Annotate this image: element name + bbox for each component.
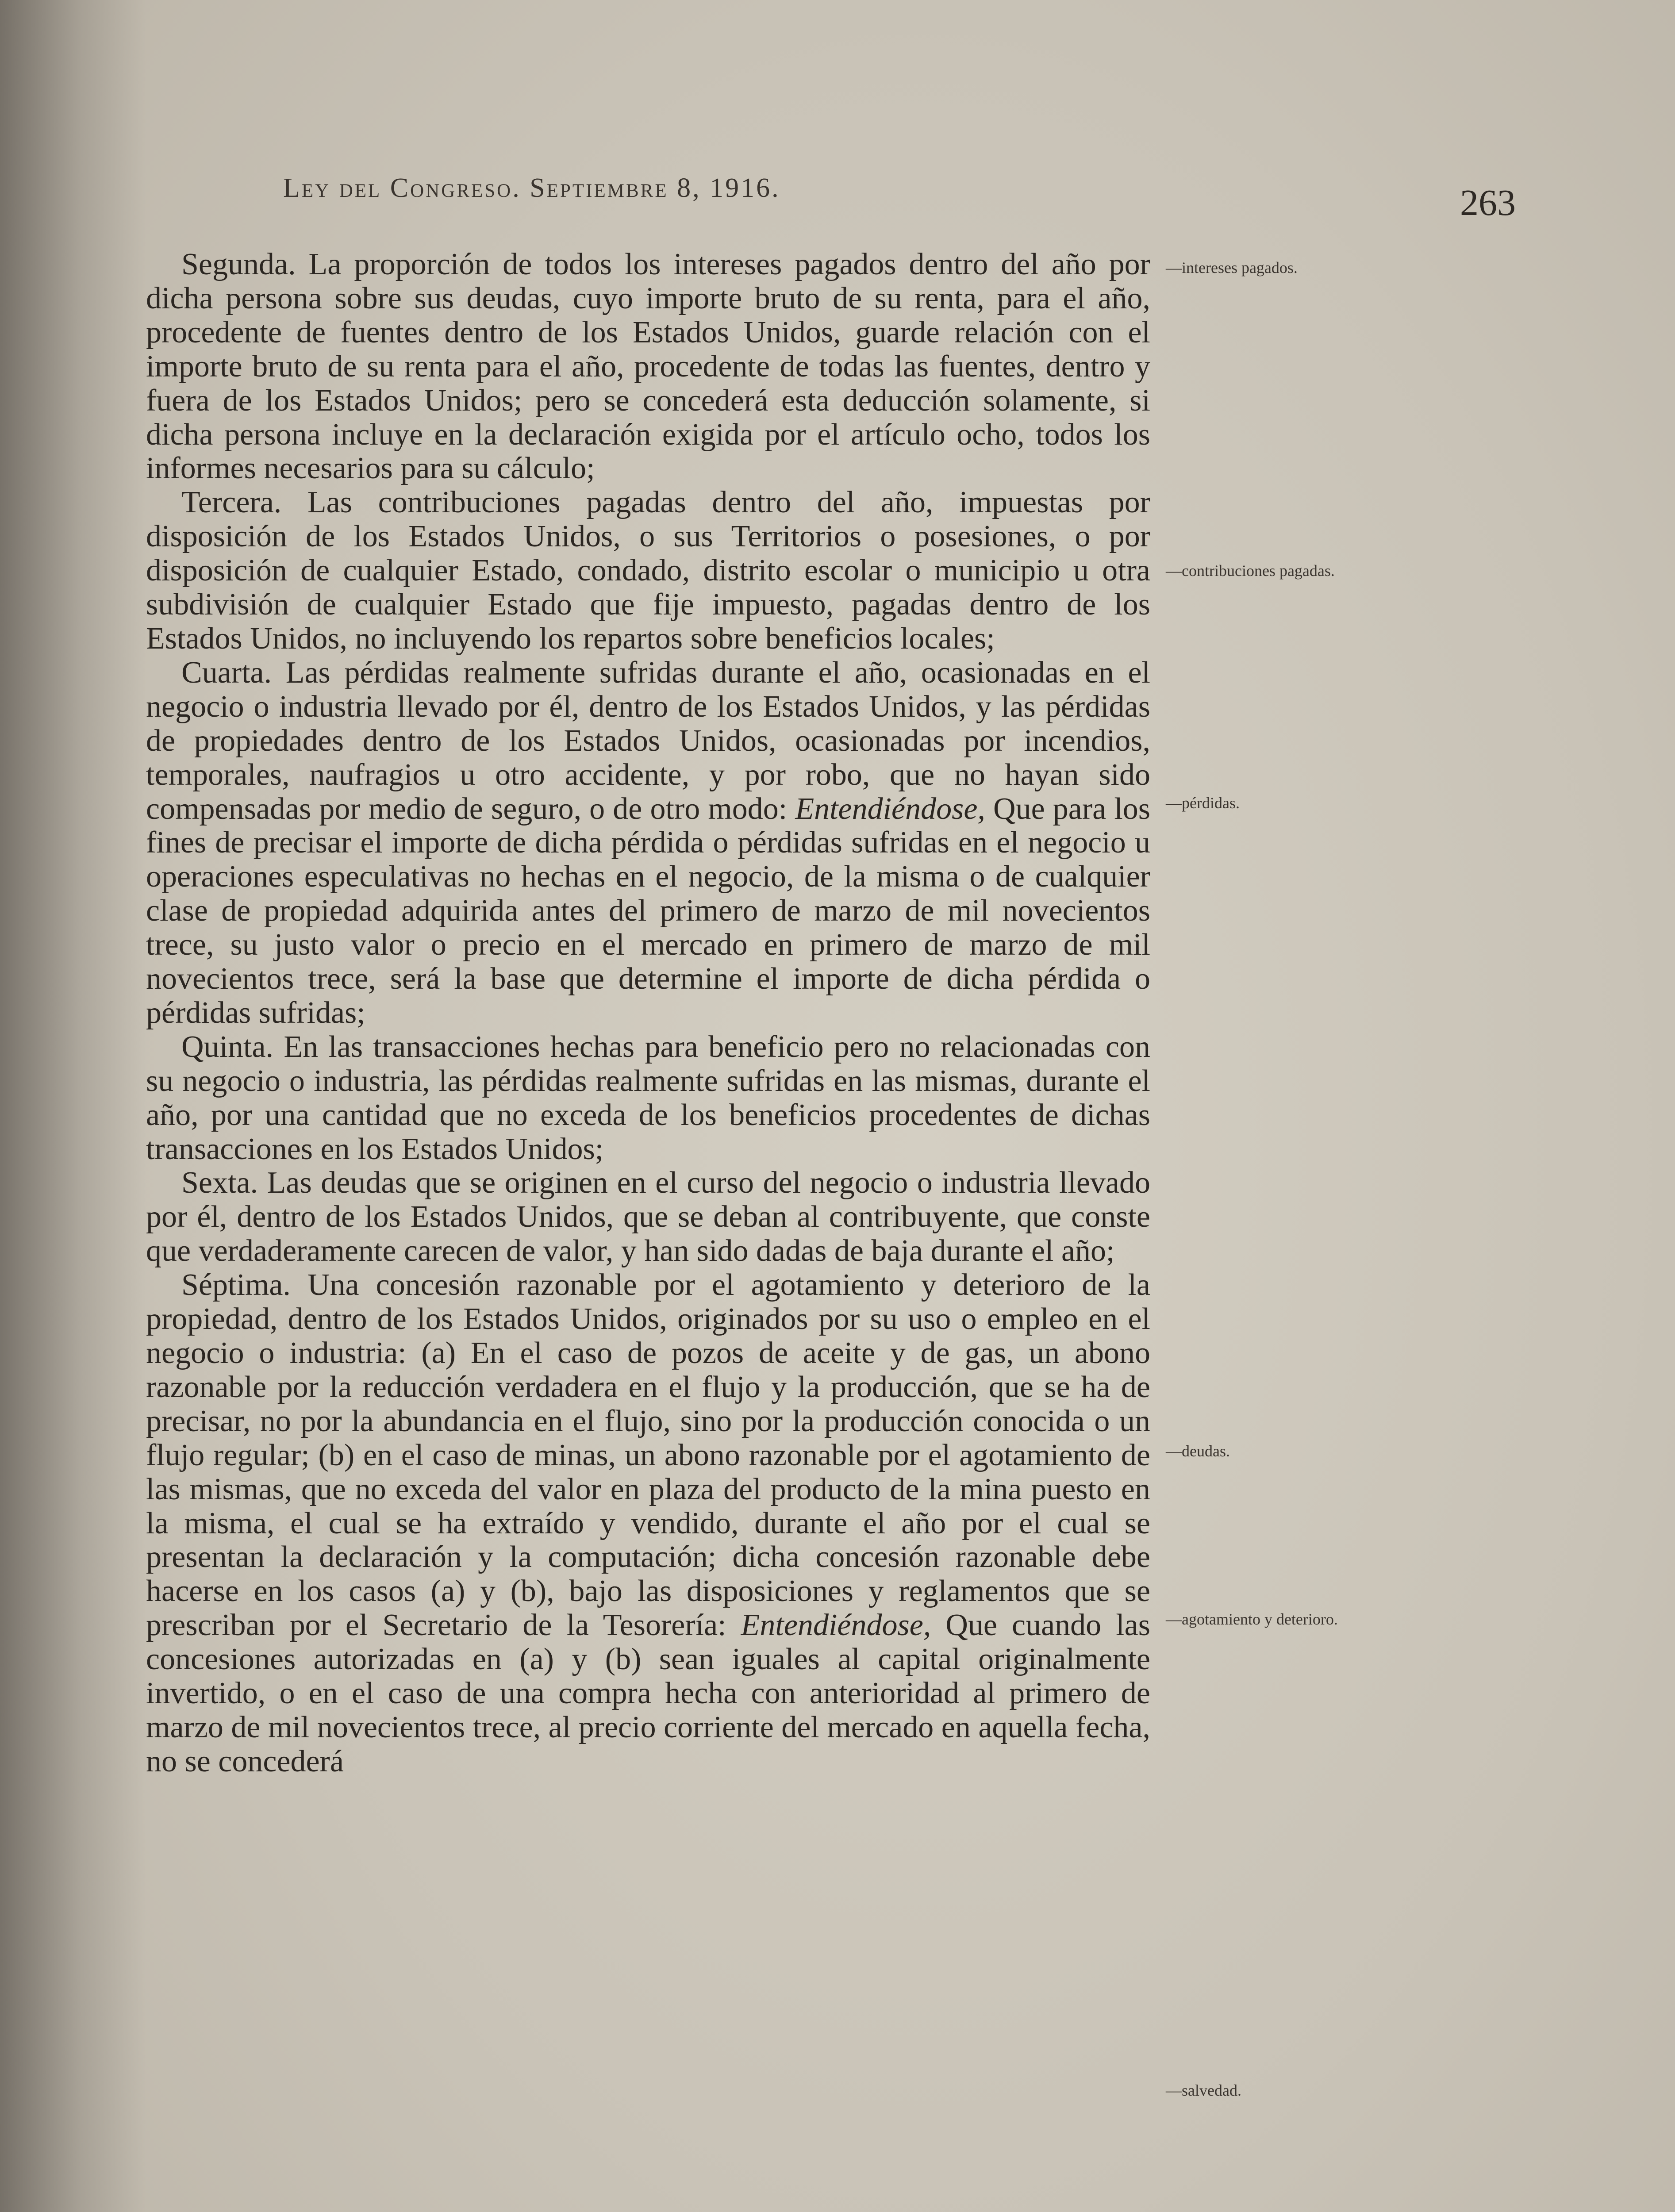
paragraph-lead: Quinta. [181, 1029, 274, 1064]
margin-note-perdidas: —pérdidas. [1166, 794, 1240, 812]
margin-note-deudas: —deudas. [1166, 1442, 1230, 1460]
running-title: Ley del Congreso. Septiembre 8, 1916. [283, 173, 780, 203]
paragraph-italic: Entendiéndose, [795, 791, 985, 826]
paragraph-text-continued: Que para los fines de precisar el importe de dicha pérdida o pérdidas sufridas en el negocio u operaciones especulativas no hechas en el negocio, de la misma o de cualquier clase de propiedad adquirida antes del primero de marzo de mil novecientos trece, su justo valor o precio en el mercado en primero de marzo de mil novecientos trece, será la base que determine el importe de dicha pérdida o pérdidas sufridas; [146, 791, 1151, 1030]
binding-shadow [0, 0, 146, 2212]
body-text [146, 248, 1150, 1779]
paragraph-septima [146, 1268, 1150, 1779]
paragraph-lead: Segunda. [181, 247, 296, 281]
paragraph-lead: Cuarta. [181, 655, 272, 690]
paragraph-text-continued: Que cuando las concesiones autorizadas en (a) y (b) sean iguales al capital originalmente invertido, o en el caso de una compra hecha con anterioridad al primero de marzo de mil novecientos trece, al precio corriente del mercado en aquella fecha, no se concederá [146, 1608, 1150, 1778]
paragraph-quinta [146, 1030, 1150, 1167]
page-number: 263 [1460, 182, 1516, 223]
margin-note-intereses: —intereses pagados. [1166, 259, 1298, 276]
paragraph-lead: Sexta. [181, 1166, 258, 1200]
margin-note-salvedad: —salvedad. [1166, 2081, 1241, 2099]
paragraph-text: La proporción de todos los intereses pagados dentro del año por dicha persona sobre sus deudas, cuyo importe bruto de su renta, para el año, procedente de fuentes dentro de los Estados Unidos, guarde relación con el importe bruto de su renta para el año, procedente de todas las fuentes, dentro y fuera de los Estados Unidos; pero se concederá esta deducción solamente, si dicha persona incluye en la declaración exigida por el artículo ocho, todos los informes necesarios para su cálculo; [146, 247, 1150, 486]
paragraph-lead: Séptima. [181, 1268, 291, 1302]
margin-note-agotamiento: —agotamiento y deterioro. [1166, 1610, 1338, 1628]
paragraph-text: Las contribuciones pagadas dentro del año, impuestas por disposición de los Estados Unidos, o sus Territorios o posesiones, o por disposición de cualquier Estado, condado, distrito escolar o municipio u otra subdivisión de cualquier Estado que fije impuesto, pagadas dentro de los Estados Unidos, no incluyendo los repartos sobre beneficios locales; [146, 485, 1150, 656]
paragraph-lead: Tercera. [181, 485, 282, 520]
paragraph-sexta [146, 1166, 1150, 1268]
paragraph-tercera [146, 486, 1150, 656]
paragraph-text: Una concesión razonable por el agotamiento y deterioro de la propiedad, dentro de los Estados Unidos, originados por su uso o empleo en el negocio o industria: (a) En el caso de pozos de aceite y de gas, un abono razonable por la reducción verdadera en el flujo y la producción, que se ha de precisar, no por la abundancia en el flujo, sino por la producción conocida o un flujo regular; (b) en el caso de minas, un abono razonable por el agotamiento de las mismas, que no exceda del valor en plaza del producto de la mina puesto en la misma, el cual se ha extraído y vendido, durante el año por el cual se presentan la declaración y la computación; dicha concesión razonable debe hacerse en los casos (a) y (b), bajo las disposiciones y reglamentos que se prescriban por el Secretario de la Tesorería: [146, 1268, 1150, 1643]
paragraph-text: En las transacciones hechas para beneficio pero no relacionadas con su negocio o industria, las pérdidas realmente sufridas en las mismas, durante el año, por una cantidad que no exceda de los beneficios procedentes de dichas transacciones en los Estados Unidos; [146, 1029, 1150, 1166]
paragraph-text: Las pérdidas realmente sufridas durante el año, ocasionadas en el negocio o industria llevado por él, dentro de los Estados Unidos, y las pérdidas de propiedades dentro de los Estados Unidos, ocasionadas por incendios, temporales, naufragios u otro accidente, y por robo, que no hayan sido compensadas por medio de seguro, o de otro modo: [146, 655, 1150, 826]
margin-note-contribuciones: —contribuciones pagadas. [1166, 562, 1335, 580]
paragraph-cuarta [146, 656, 1150, 1030]
paragraph-text: Las deudas que se originen en el curso del negocio o industria llevado por él, dentro de los Estados Unidos, que se deban al contribuyente, que conste que verdaderamente carecen de valor, y han sido dadas de baja durante el año; [146, 1166, 1150, 1268]
paragraph-segunda [146, 248, 1150, 486]
paragraph-italic: Entendiéndose, [741, 1608, 931, 1643]
